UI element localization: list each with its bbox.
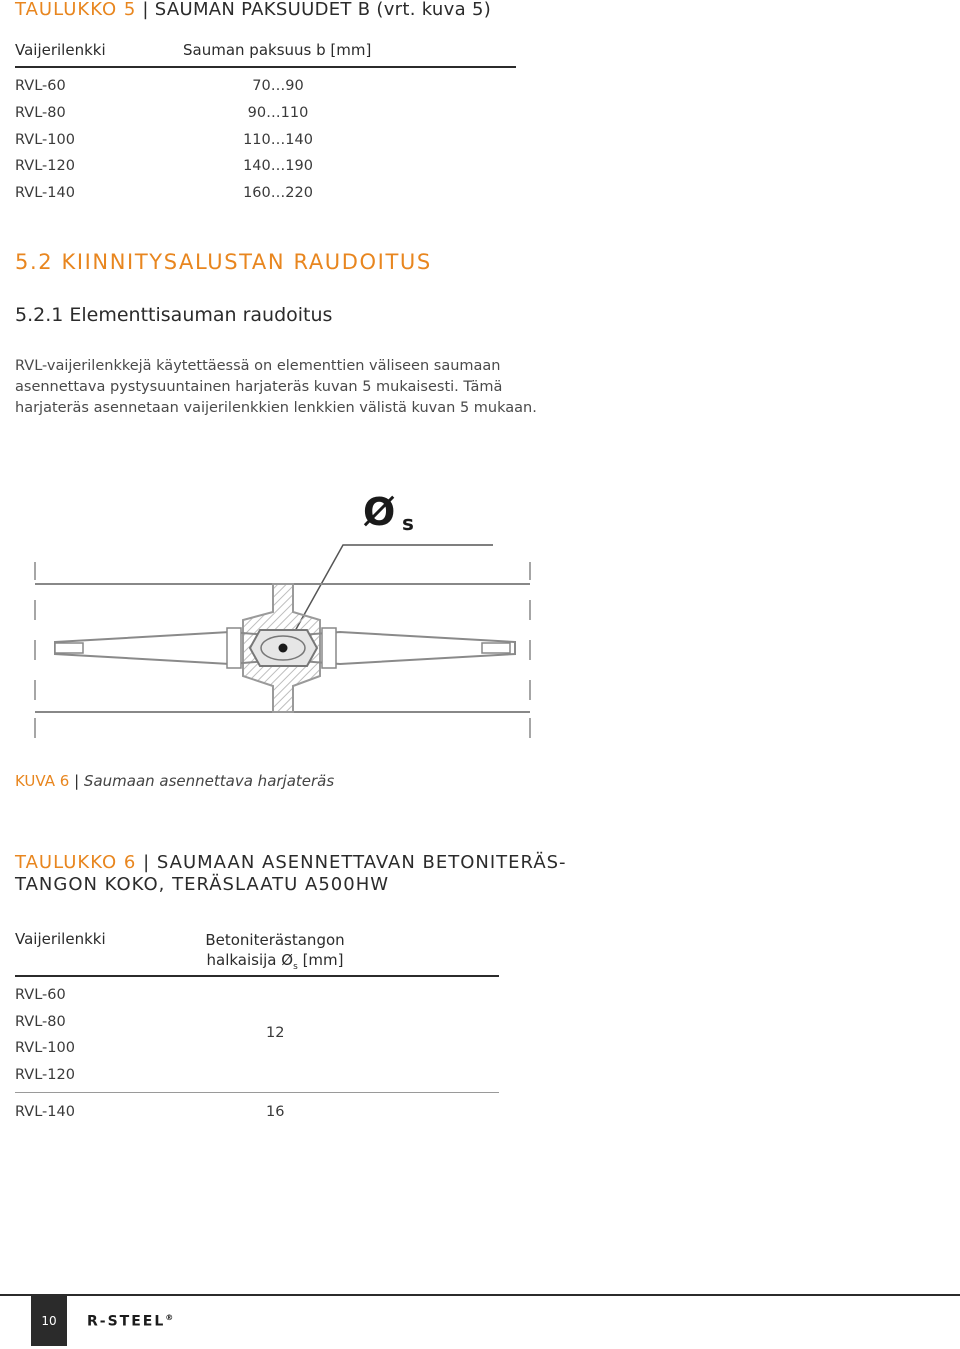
table5-row-name: RVL-100 [15,132,75,148]
rebar-cross-section [279,644,288,653]
section-title: 5.2 KIINNITYSALUSTAN RAUDOITUS [15,250,432,274]
table5-row-value: 70…90 [252,78,304,94]
table6-title-line1: SAUMAAN ASENNETTAVAN BETONITERÄS- [156,852,567,873]
table6-group-value: 12 [266,1025,285,1041]
table6-col2-subscript: s [293,962,298,972]
page-number: 10 [31,1296,67,1346]
table6-col1-header: Vaijerilenkki [15,930,106,948]
table6-label: TAULUKKO 6 [15,852,137,873]
footer-rule [0,1294,960,1296]
table6-row-name: RVL-100 [15,1040,75,1056]
table6-col2-unit: [mm] [302,951,344,969]
brand-logo-mark: ® [165,1313,174,1322]
table5-row-name: RVL-140 [15,185,75,201]
table5-row-value: 110…140 [243,132,313,148]
table6-col2-header [200,930,350,977]
table5-row-value: 140…190 [243,158,313,174]
brand-logo [87,1313,173,1330]
table6-title [15,852,567,896]
body-paragraph: RVL-vaijerilenkkejä käytettäessä on elementtien väliseen saumaan asennettava pystysuuntainen harjateräs kuvan 5 mukaisesti. Tämä harjateräs asennetaan vaijerilenkkien lenkkien välistä kuvan 5 mukaan. [15,358,537,416]
rebar-joint-figure [25,480,545,750]
table6-row-name: RVL-80 [15,1014,66,1030]
table5-col1-header: Vaijerilenkki [15,41,106,59]
table5-row-value: 160…220 [243,185,313,201]
table5-row-name: RVL-120 [15,158,75,174]
table5-row-value: 90…110 [247,105,309,121]
table6-col2-header-line2: halkaisija Ø [206,951,294,969]
diameter-symbol: Ø [363,490,396,534]
table6-row-rule [15,1092,499,1093]
table5-title-text: SAUMAN PAKSUUDET B (vrt. kuva 5) [154,0,492,20]
figure-caption-label: KUVA 6 [15,772,70,790]
table5-separator: | [142,0,149,20]
wire-loop-right [287,632,515,664]
table5-header-rule [15,66,516,68]
table5-row-name: RVL-80 [15,105,66,121]
table6-row-name: RVL-140 [15,1104,75,1120]
table6-col2-header-line1: Betoniterästangon [205,931,345,949]
figure-caption [15,772,334,790]
table5-col2-header: Sauman paksuus b [mm] [183,41,372,59]
table6-separator: | [143,852,151,873]
table5-row-name: RVL-60 [15,78,66,94]
brand-logo-text: R-STEEL [87,1313,166,1330]
table6-row-name: RVL-120 [15,1067,75,1083]
subsection-title: 5.2.1 Elementtisauman raudoitus [15,304,333,326]
table5-label: TAULUKKO 5 [15,0,137,20]
table5-title [15,0,491,20]
table6-row-value: 16 [266,1104,285,1120]
table6-row-name: RVL-60 [15,987,66,1003]
diameter-subscript: s [402,511,414,535]
table6-title-line2: TANGON KOKO, TERÄSLAATU A500HW [15,874,390,895]
table6-header-rule [15,975,499,977]
figure-caption-text: Saumaan asennettava harjateräs [83,772,335,790]
figure-caption-separator: | [74,772,80,790]
